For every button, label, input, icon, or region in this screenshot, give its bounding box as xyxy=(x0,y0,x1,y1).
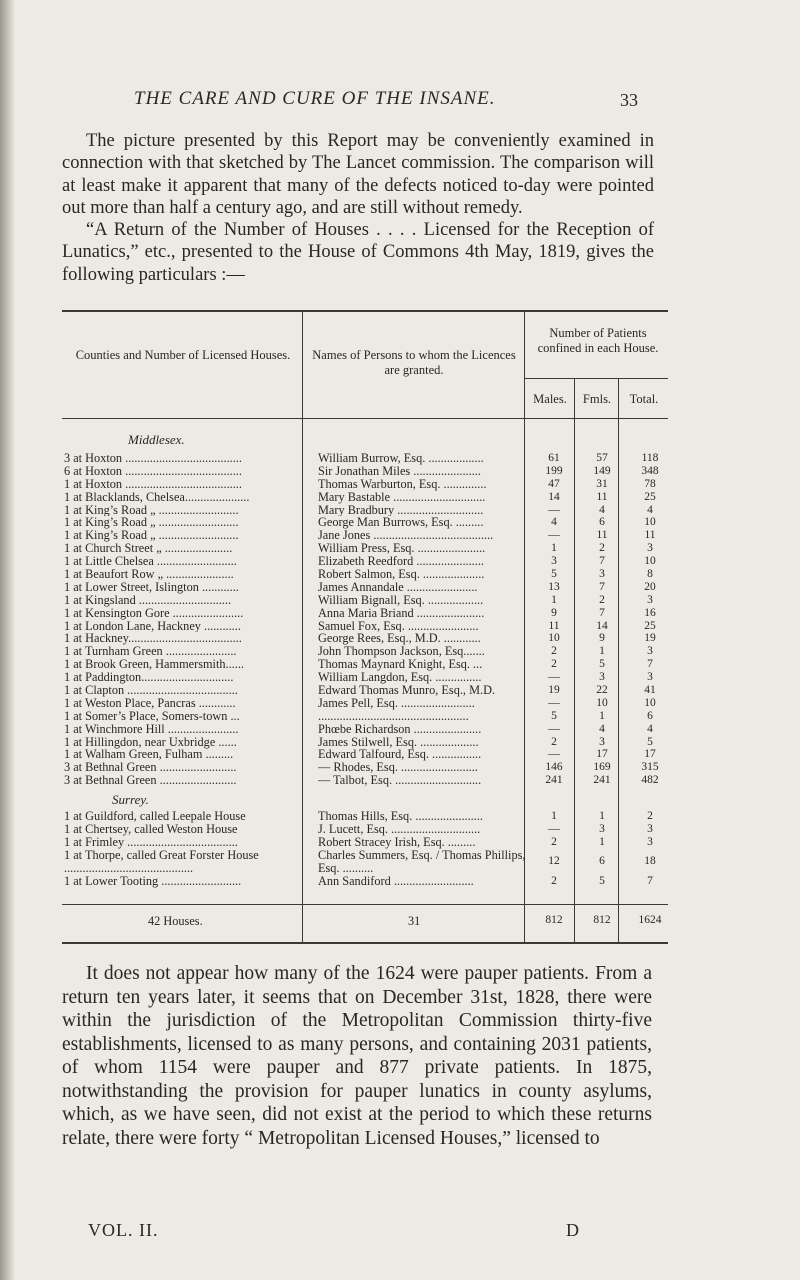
closing-paragraph: It does not appear how many of the 1624 were pauper patients. From a return ten years later, it seems that on December 31st, 1828, there were within the jurisdiction of the Metropolitan Commission thirty-five establishments, licensed to as many persons, and containing 2031 patients, of whom 1154 were pauper and 877 private patients. In 1875, notwithstanding the provision for pauper lunatics in county asylums, which, as we have seen, did not exist at the period to which these returns relate, there were forty “ Metropolitan Licensed Houses,” licensed to xyxy=(62,963,652,1149)
table-row: 1 at Turnham Green ....................... John Thompson Jackson, Esq....... 2 1 3 xyxy=(64,645,653,659)
table-top-rule xyxy=(62,310,668,312)
closing-text xyxy=(62,962,652,1150)
volume-signature: VOL. II. xyxy=(88,1220,159,1240)
table-row: 1 at King’s Road „ .......................... Mary Bradbury ............................ — 4 4 xyxy=(64,503,653,517)
table-row: 1 at Winchmore Hill ....................... Phœbe Richardson ...................... — 4 4 xyxy=(64,722,653,736)
table-row: 1 at Church Street „ ...................... William Press, Esq. ...................... 1 2 3 xyxy=(64,542,653,556)
header-females: Fmls. xyxy=(582,392,612,406)
table-row: 1 at Weston Place, Pancras ............ James Pell, Esq. ........................ — 10 10 xyxy=(64,696,656,710)
total-females: 812 xyxy=(593,914,611,926)
totals-row xyxy=(62,910,668,934)
header-males: Males. xyxy=(533,392,567,406)
total-houses: 42 Houses. xyxy=(148,914,203,928)
header-counties: Counties and Number of Licensed Houses. xyxy=(75,348,291,362)
table-row: 1 at Hackney..................................... George Rees, Esq., M.D. ............ 10 9 19 xyxy=(64,632,656,646)
patients-header-rule xyxy=(524,378,668,379)
intro-paragraph-2: “A Return of the Number of Houses . . . . Licensed for the Reception of Lunatics,” etc., presented to the House of Commons 4th May, 1819, gives the following particulars :— xyxy=(62,220,654,285)
page-footer xyxy=(14,1220,800,1244)
table-row: 3 at Bethnal Green ......................... — Talbot, Esq. ............................ 241 241 482 xyxy=(64,774,659,788)
running-header xyxy=(14,88,800,118)
table-row: 1 at Chertsey, called Weston House J. Lucett, Esq. ............................. — 3 3 xyxy=(64,822,653,836)
table-row: 3 at Hoxton ...................................... William Burrow, Esq. .................. 61 57 118 xyxy=(64,452,659,465)
header-names: Names of Persons to whom the Licences are granted. xyxy=(312,348,516,377)
licensed-houses-table xyxy=(62,310,668,946)
table-row: 1 at Thorpe, called Great Forster House .......................................... Charles Summers, Esq. / Thomas Phillips, Esq. .......... 12 6 18 xyxy=(64,848,656,875)
middlesex-rows xyxy=(62,452,668,787)
table-row: 1 at Little Chelsea .......................... Elizabeth Reedford ...................... 3 7 10 xyxy=(64,555,656,569)
book-binding-edge xyxy=(0,0,14,1280)
page-number: 33 xyxy=(620,90,638,110)
table-row: 1 at Lower Tooting .......................... Ann Sandiford .......................... 2 5 7 xyxy=(64,874,653,888)
table-row: 1 at Blacklands, Chelsea..................... Mary Bastable .............................. 14 11 25 xyxy=(64,490,656,504)
total-persons: 31 xyxy=(408,914,421,928)
table-row: 1 at Hoxton ...................................... Thomas Warburton, Esq. .............. 47 31 78 xyxy=(64,477,656,491)
table-row: 1 at Brook Green, Hammersmith...... Thomas Maynard Knight, Esq. ... 2 5 7 xyxy=(64,658,653,672)
totals-top-rule xyxy=(62,904,668,905)
header-patients: Number of Patients confined in each House. xyxy=(537,326,659,355)
table-row: 1 at Kensington Gore ....................... Anna Maria Briand ...................... 9 7 16 xyxy=(64,606,656,620)
table-row: 1 at Hillingdon, near Uxbridge ...... James Stilwell, Esq. ................... 2 3 5 xyxy=(64,735,653,749)
section-middlesex: Middlesex. xyxy=(128,432,185,447)
table-row: 1 at King’s Road „ .......................... Jane Jones ....................................... — 11 11 xyxy=(64,529,656,543)
table-row: 1 at Somer’s Place, Somers-town ... ................................................. 5 1 6 xyxy=(64,709,653,723)
table-row: 1 at Kingsland .............................. William Bignall, Esq. .................. 1 2 3 xyxy=(64,593,653,607)
header-total: Total. xyxy=(629,392,659,406)
table-row: 1 at London Lane, Hackney ............ Samuel Fox, Esq. ....................... 11 14 25 xyxy=(64,619,656,633)
intro-paragraph-1: The picture presented by this Report may be conveniently examined in connection with that sketched by The Lancet commission. The comparison will at least make it apparent that many of the defects noticed to-day were pointed out more than half a century ago, and are still without remedy. xyxy=(62,131,654,218)
table-row: 1 at Beaufort Row „ ...................... Robert Salmon, Esq. .................... 5 3 8 xyxy=(64,568,653,581)
table-row: 1 at Lower Street, Islington ............ James Annandale ....................... 13 7 20 xyxy=(64,580,656,594)
table-row: 3 at Bethnal Green ......................... — Rhodes, Esq. ......................... 146 169 315 xyxy=(64,761,659,775)
section-surrey: Surrey. xyxy=(112,792,149,807)
table-row: 1 at Frimley .................................... Robert Stracey Irish, Esq. ......... 2 1 3 xyxy=(64,835,653,849)
table-row: 1 at Walham Green, Fulham ......... Edward Talfourd, Esq. ................ — 17 17 xyxy=(64,748,656,762)
total-males: 812 xyxy=(545,914,563,926)
table-row: 1 at Guildford, called Leepale House Thomas Hills, Esq. ...................... 1 1 2 xyxy=(64,810,653,823)
intro-text xyxy=(62,130,654,286)
total-patients: 1624 xyxy=(638,914,662,926)
book-page xyxy=(14,0,800,1280)
surrey-rows xyxy=(62,810,668,888)
table-row: 1 at King’s Road „ .......................... George Man Burrows, Esq. ......... 4 6 10 xyxy=(64,516,656,530)
table-row: 1 at Paddington.............................. William Langdon, Esq. ............... — 3 3 xyxy=(64,671,653,685)
sheet-mark: D xyxy=(566,1220,579,1240)
running-title: THE CARE AND CURE OF THE INSANE. xyxy=(134,88,496,109)
table-bottom-rule xyxy=(62,942,668,944)
table-row: 1 at Clapton .................................... Edward Thomas Munro, Esq., M.D. 19 22 41 xyxy=(64,684,656,697)
header-bottom-rule xyxy=(62,418,668,419)
table-row: 6 at Hoxton ...................................... Sir Jonathan Miles ...................... 199 149 348 xyxy=(64,464,659,478)
